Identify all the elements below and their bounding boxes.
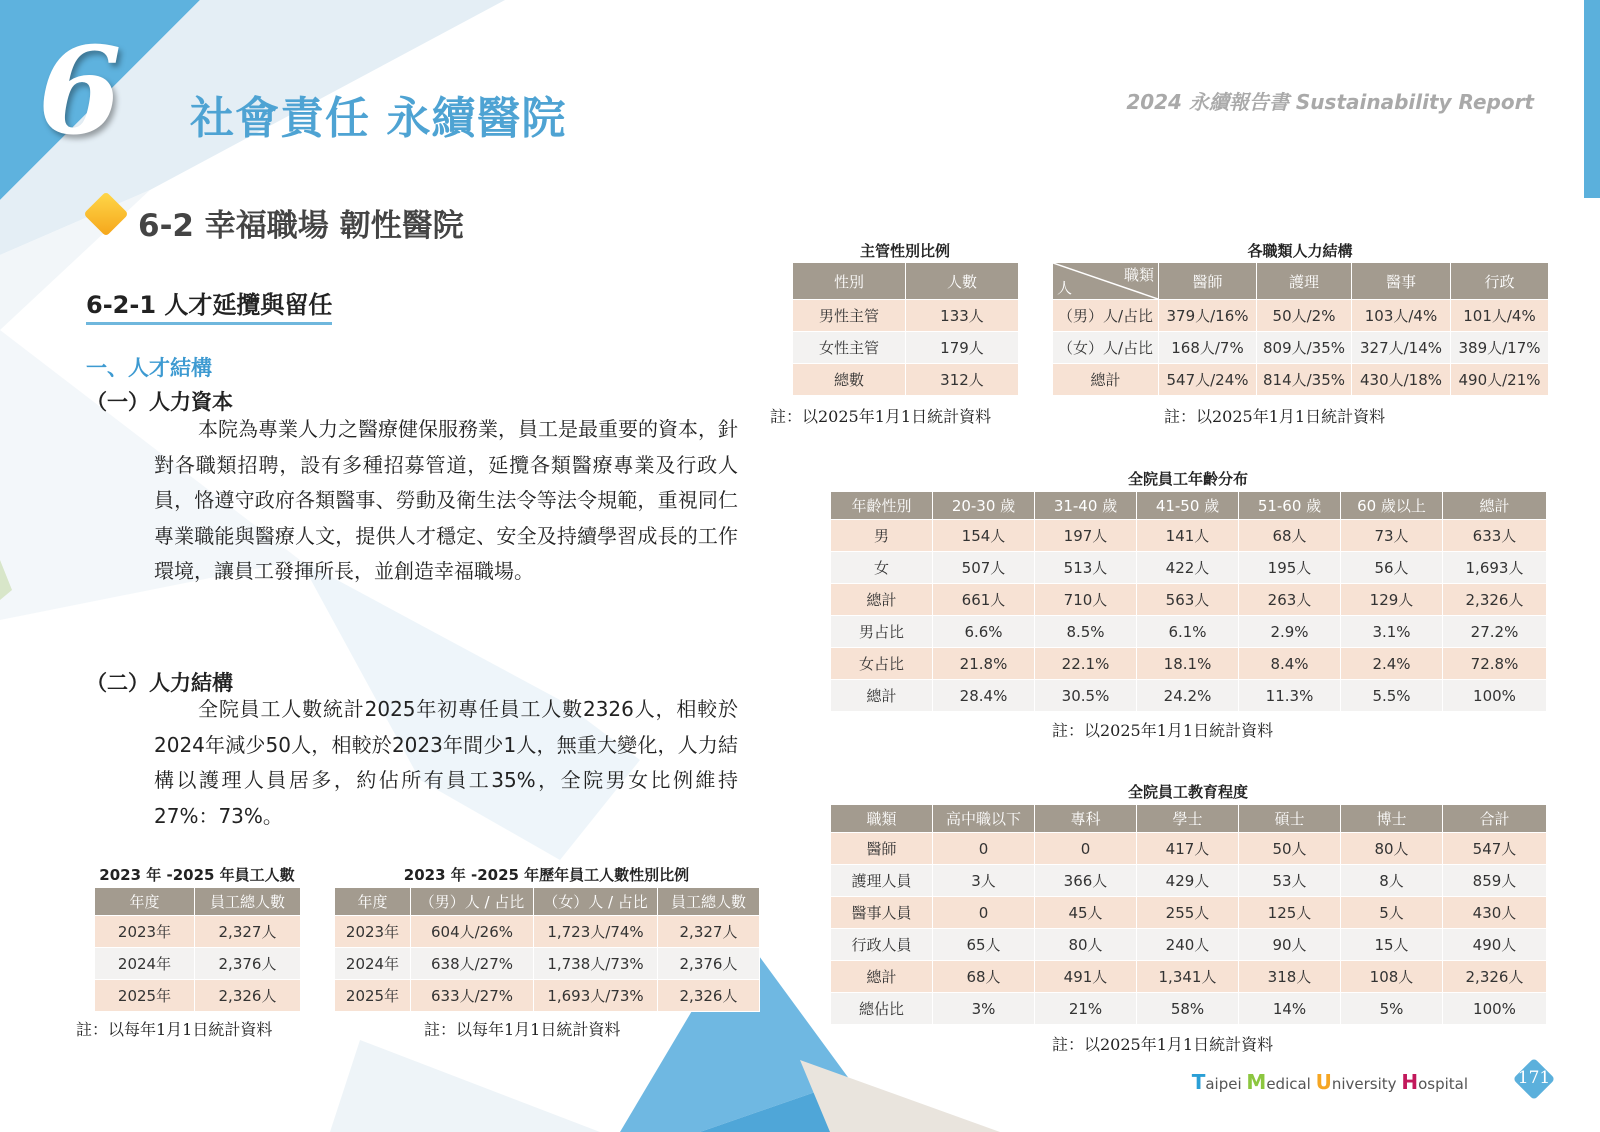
table-header-row xyxy=(831,805,1547,833)
table-row xyxy=(831,993,1547,1025)
table-cell: 179人 xyxy=(906,332,1019,364)
table-header-row xyxy=(95,888,301,916)
table-cell: 21% xyxy=(1035,993,1137,1025)
table-row xyxy=(335,948,760,980)
table-cell: 563人 xyxy=(1137,584,1239,616)
logo-word-2: edical xyxy=(1266,1075,1316,1093)
table-cell: 5人 xyxy=(1341,897,1443,929)
table-cell: 1,738人/73% xyxy=(534,948,658,980)
table-cell: 總計 xyxy=(1053,364,1159,396)
table-cell: 50人 xyxy=(1239,833,1341,865)
supervisor-gender-table xyxy=(792,262,1019,396)
table-cell: 108人 xyxy=(1341,961,1443,993)
supervisor-table-note: 註：以2025年1月1日統計資料 xyxy=(770,407,992,426)
table-row xyxy=(1053,332,1549,364)
table-cell: 255人 xyxy=(1137,897,1239,929)
table-header-cell: 性別 xyxy=(793,263,906,300)
table-cell: 18.1% xyxy=(1137,648,1239,680)
table-row xyxy=(793,364,1019,396)
table-row xyxy=(831,961,1547,993)
table-cell: 0 xyxy=(1035,833,1137,865)
table-cell: 5% xyxy=(1341,993,1443,1025)
table-row xyxy=(831,897,1547,929)
table-cell: 2024年 xyxy=(335,948,411,980)
hospital-logo xyxy=(1192,1070,1468,1094)
table-cell: 58% xyxy=(1137,993,1239,1025)
table-row xyxy=(831,929,1547,961)
table-header-cell: （男）人 / 占比 xyxy=(411,888,534,916)
table-cell: 56人 xyxy=(1341,552,1443,584)
gender-ratio-table-note: 註：以每年1月1日統計資料 xyxy=(424,1020,621,1039)
table-cell: 2025年 xyxy=(335,980,411,1012)
table-header-cell: 行政 xyxy=(1451,263,1549,300)
table-cell: 73人 xyxy=(1341,520,1443,552)
table-row xyxy=(335,980,760,1012)
table-row xyxy=(831,520,1547,552)
table-cell: 661人 xyxy=(933,584,1035,616)
table-cell: 312人 xyxy=(906,364,1019,396)
table-cell: 2023年 xyxy=(335,916,411,948)
table-cell: 80人 xyxy=(1035,929,1137,961)
education-table-note: 註：以2025年1月1日統計資料 xyxy=(1052,1035,1274,1054)
table-cell: 101人/4% xyxy=(1451,300,1549,332)
table-cell: 507人 xyxy=(933,552,1035,584)
table-row xyxy=(831,648,1547,680)
table-header-row xyxy=(335,888,760,916)
table-cell: 240人 xyxy=(1137,929,1239,961)
table-cell: 3人 xyxy=(933,865,1035,897)
table-header-cell: 高中職以下 xyxy=(933,805,1035,833)
table-header-cell: （女）人 / 占比 xyxy=(534,888,658,916)
table-cell: 0 xyxy=(933,833,1035,865)
table-cell: 醫師 xyxy=(831,833,933,865)
table-cell: 430人/18% xyxy=(1352,364,1451,396)
table-cell: 638人/27% xyxy=(411,948,534,980)
table-header-row xyxy=(831,492,1547,520)
heading-human-capital: （一）人力資本 xyxy=(86,389,233,414)
diagonal-header-top: 職類 xyxy=(1123,266,1154,284)
page-number: 171 xyxy=(1517,1068,1551,1088)
table-cell: 1,723人/74% xyxy=(534,916,658,948)
logo-word-4: ospital xyxy=(1418,1075,1468,1093)
table-header-cell: 醫師 xyxy=(1159,263,1257,300)
table-header-cell: 總計 xyxy=(1443,492,1547,520)
paragraph-human-capital: 本院為專業人力之醫療健保服務業，員工是最重要的資本，針對各職類招聘，設有多種招募管道，延攬各類醫療專業及行政人員，恪遵守政府各類醫事、勞動及衛生法令等法令規範，重視同仁專業職能與醫療人文，提供人才穩定、安全及持續學習成長的工作環境，讓員工發揮所長，並創造幸福職場。 xyxy=(154,417,738,583)
table-header-cell: 專科 xyxy=(1035,805,1137,833)
table-cell: 90人 xyxy=(1239,929,1341,961)
table-header-cell: 31-40 歲 xyxy=(1035,492,1137,520)
table-cell: 2,376人 xyxy=(658,948,760,980)
table-cell: 女 xyxy=(831,552,933,584)
table-cell: 814人/35% xyxy=(1257,364,1352,396)
table-cell: 859人 xyxy=(1443,865,1547,897)
table-cell: 2.4% xyxy=(1341,648,1443,680)
table-cell: 547人 xyxy=(1443,833,1547,865)
table-header-cell: 51-60 歲 xyxy=(1239,492,1341,520)
logo-letter-h: H xyxy=(1401,1070,1419,1094)
table-cell: 2,327人 xyxy=(658,916,760,948)
table-header-cell: 醫事 xyxy=(1352,263,1451,300)
table-header-cell: 人數 xyxy=(906,263,1019,300)
logo-word-3: niversity xyxy=(1331,1075,1402,1093)
table-cell: 總計 xyxy=(831,584,933,616)
table-cell: 護理人員 xyxy=(831,865,933,897)
table-cell: 2,327人 xyxy=(195,916,301,948)
logo-letter-u: U xyxy=(1315,1070,1332,1094)
table-header-cell: 20-30 歲 xyxy=(933,492,1035,520)
table-cell: 490人 xyxy=(1443,929,1547,961)
heading-workforce-structure: （二）人力結構 xyxy=(86,670,233,695)
yearly-table-title: 2023 年 -2025 年員工人數 xyxy=(99,866,295,884)
table-cell: 327人/14% xyxy=(1352,332,1451,364)
table-cell: 195人 xyxy=(1239,552,1341,584)
table-cell: 8.4% xyxy=(1239,648,1341,680)
table-header-cell: 員工總人數 xyxy=(658,888,760,916)
table-cell: 417人 xyxy=(1137,833,1239,865)
table-cell: 65人 xyxy=(933,929,1035,961)
table-cell: 8.5% xyxy=(1035,616,1137,648)
table-row xyxy=(831,616,1547,648)
table-header-cell: 博士 xyxy=(1341,805,1443,833)
table-cell: 2024年 xyxy=(95,948,195,980)
logo-letter-t: T xyxy=(1191,1070,1206,1094)
age-table-title: 全院員工年齡分布 xyxy=(1127,470,1248,488)
table-cell: 24.2% xyxy=(1137,680,1239,712)
table-cell: 389人/17% xyxy=(1451,332,1549,364)
table-cell: 129人 xyxy=(1341,584,1443,616)
table-row xyxy=(1053,300,1549,332)
table-cell: 125人 xyxy=(1239,897,1341,929)
table-cell: 547人/24% xyxy=(1159,364,1257,396)
table-cell: 168人/7% xyxy=(1159,332,1257,364)
table-cell: 68人 xyxy=(1239,520,1341,552)
table-cell: 154人 xyxy=(933,520,1035,552)
table-header-cell: 護理 xyxy=(1257,263,1352,300)
table-cell: 6.1% xyxy=(1137,616,1239,648)
job-category-table-note: 註：以2025年1月1日統計資料 xyxy=(1164,407,1386,426)
table-header-cell: 41-50 歲 xyxy=(1137,492,1239,520)
age-table-note: 註：以2025年1月1日統計資料 xyxy=(1052,721,1274,740)
supervisor-table-title: 主管性別比例 xyxy=(859,242,950,260)
table-cell: 263人 xyxy=(1239,584,1341,616)
table-cell: 21.8% xyxy=(933,648,1035,680)
table-cell: 141人 xyxy=(1137,520,1239,552)
table-cell: 430人 xyxy=(1443,897,1547,929)
table-cell: 2,326人 xyxy=(658,980,760,1012)
table-cell: （女）人/占比 xyxy=(1053,332,1159,364)
table-row xyxy=(831,584,1547,616)
diagonal-header-bottom: 人 xyxy=(1057,279,1073,297)
job-category-table-title: 各職類人力結構 xyxy=(1247,242,1353,260)
yearly-table-note: 註：以每年1月1日統計資料 xyxy=(76,1020,273,1039)
table-row xyxy=(831,552,1547,584)
table-cell: 513人 xyxy=(1035,552,1137,584)
table-cell: 女占比 xyxy=(831,648,933,680)
table-row xyxy=(793,332,1019,364)
table-row xyxy=(335,916,760,948)
table-row xyxy=(831,865,1547,897)
table-cell: 8人 xyxy=(1341,865,1443,897)
table-cell: 100% xyxy=(1443,680,1547,712)
table-cell: 14% xyxy=(1239,993,1341,1025)
table-cell: 72.8% xyxy=(1443,648,1547,680)
table-cell: 總計 xyxy=(831,961,933,993)
gender-ratio-table xyxy=(334,887,760,1012)
table-cell: 633人 xyxy=(1443,520,1547,552)
table-header-cell: 員工總人數 xyxy=(195,888,301,916)
chapter-number: 6 xyxy=(38,21,122,162)
table-cell: 80人 xyxy=(1341,833,1443,865)
table-cell: 197人 xyxy=(1035,520,1137,552)
table-row xyxy=(793,300,1019,332)
table-cell: 1,693人 xyxy=(1443,552,1547,584)
table-header-row xyxy=(793,263,1019,300)
table-row xyxy=(95,980,301,1012)
table-cell: 男 xyxy=(831,520,933,552)
table-cell: 總佔比 xyxy=(831,993,933,1025)
table-cell: 3.1% xyxy=(1341,616,1443,648)
table-cell: 379人/16% xyxy=(1159,300,1257,332)
gender-ratio-table-title: 2023 年 -2025 年歷年員工人數性別比例 xyxy=(403,866,690,884)
table-cell: 1,341人 xyxy=(1137,961,1239,993)
report-title: 2024 永續報告書 Sustainability Report xyxy=(1126,90,1534,114)
table-cell: 30.5% xyxy=(1035,680,1137,712)
table-cell: 0 xyxy=(933,897,1035,929)
table-cell: 男性主管 xyxy=(793,300,906,332)
paragraph-workforce-structure: 全院員工人數統計2025年初專任員工人數2326人，相較於2024年減少50人，相較於2023年間少1人，無重大變化，人力結構以護理人員居多，約佔所有員工35%，全院男女比例維持27%：73%。 xyxy=(154,697,738,828)
table-cell: 53人 xyxy=(1239,865,1341,897)
table-cell: 429人 xyxy=(1137,865,1239,897)
table-cell: 422人 xyxy=(1137,552,1239,584)
table-row xyxy=(95,948,301,980)
table-header-cell: 學士 xyxy=(1137,805,1239,833)
table-cell: 15人 xyxy=(1341,929,1443,961)
table-cell: 100% xyxy=(1443,993,1547,1025)
age-distribution-table xyxy=(830,491,1547,712)
chapter-title: 社會責任 永續醫院 xyxy=(190,93,567,144)
table-cell: 11.3% xyxy=(1239,680,1341,712)
table-cell: 2023年 xyxy=(95,916,195,948)
table-cell: 68人 xyxy=(933,961,1035,993)
table-cell: 2,376人 xyxy=(195,948,301,980)
table-header-row xyxy=(1053,263,1549,300)
table-row xyxy=(1053,364,1549,396)
table-cell: 604人/26% xyxy=(411,916,534,948)
table-cell: 2,326人 xyxy=(195,980,301,1012)
yearly-employee-table xyxy=(94,887,301,1012)
table-header-cell: 年度 xyxy=(335,888,411,916)
logo-letter-m: M xyxy=(1246,1070,1267,1094)
education-level-table xyxy=(830,804,1547,1025)
table-cell: 710人 xyxy=(1035,584,1137,616)
education-table-title: 全院員工教育程度 xyxy=(1127,783,1248,801)
table-cell: 366人 xyxy=(1035,865,1137,897)
table-header-cell: 60 歲以上 xyxy=(1341,492,1443,520)
heading-talent-structure: 一、人才結構 xyxy=(86,356,212,380)
table-header-cell: 職類 xyxy=(831,805,933,833)
table-cell: 1,693人/73% xyxy=(534,980,658,1012)
table-cell: 50人/2% xyxy=(1257,300,1352,332)
edge-accent-bar xyxy=(1584,0,1600,198)
table-row xyxy=(831,833,1547,865)
subsection-title: 6-2-1 人才延攬與留任 xyxy=(86,285,332,325)
table-header-cell-diagonal xyxy=(1053,263,1159,300)
table-row xyxy=(831,680,1547,712)
table-cell: 總數 xyxy=(793,364,906,396)
table-cell: 809人/35% xyxy=(1257,332,1352,364)
table-header-cell: 碩士 xyxy=(1239,805,1341,833)
table-cell: 5.5% xyxy=(1341,680,1443,712)
table-header-cell: 年度 xyxy=(95,888,195,916)
table-cell: 103人/4% xyxy=(1352,300,1451,332)
table-cell: 3% xyxy=(933,993,1035,1025)
table-cell: 133人 xyxy=(906,300,1019,332)
table-cell: 女性主管 xyxy=(793,332,906,364)
table-cell: 6.6% xyxy=(933,616,1035,648)
table-cell: 45人 xyxy=(1035,897,1137,929)
logo-word-1: aipei xyxy=(1205,1075,1247,1093)
table-cell: 27.2% xyxy=(1443,616,1547,648)
table-header-cell: 合計 xyxy=(1443,805,1547,833)
table-cell: 28.4% xyxy=(933,680,1035,712)
table-cell: 490人/21% xyxy=(1451,364,1549,396)
table-cell: 醫事人員 xyxy=(831,897,933,929)
table-cell: 行政人員 xyxy=(831,929,933,961)
table-cell: 633人/27% xyxy=(411,980,534,1012)
table-cell: 2,326人 xyxy=(1443,961,1547,993)
section-title: 6-2 幸福職場 韌性醫院 xyxy=(138,208,464,244)
job-category-table xyxy=(1052,262,1549,396)
table-cell: 491人 xyxy=(1035,961,1137,993)
table-cell: 2,326人 xyxy=(1443,584,1547,616)
table-cell: 318人 xyxy=(1239,961,1341,993)
table-cell: 總計 xyxy=(831,680,933,712)
table-cell: 男占比 xyxy=(831,616,933,648)
table-cell: 2025年 xyxy=(95,980,195,1012)
table-cell: （男）人/占比 xyxy=(1053,300,1159,332)
table-row xyxy=(95,916,301,948)
table-cell: 22.1% xyxy=(1035,648,1137,680)
table-header-cell: 年齡性別 xyxy=(831,492,933,520)
table-cell: 2.9% xyxy=(1239,616,1341,648)
